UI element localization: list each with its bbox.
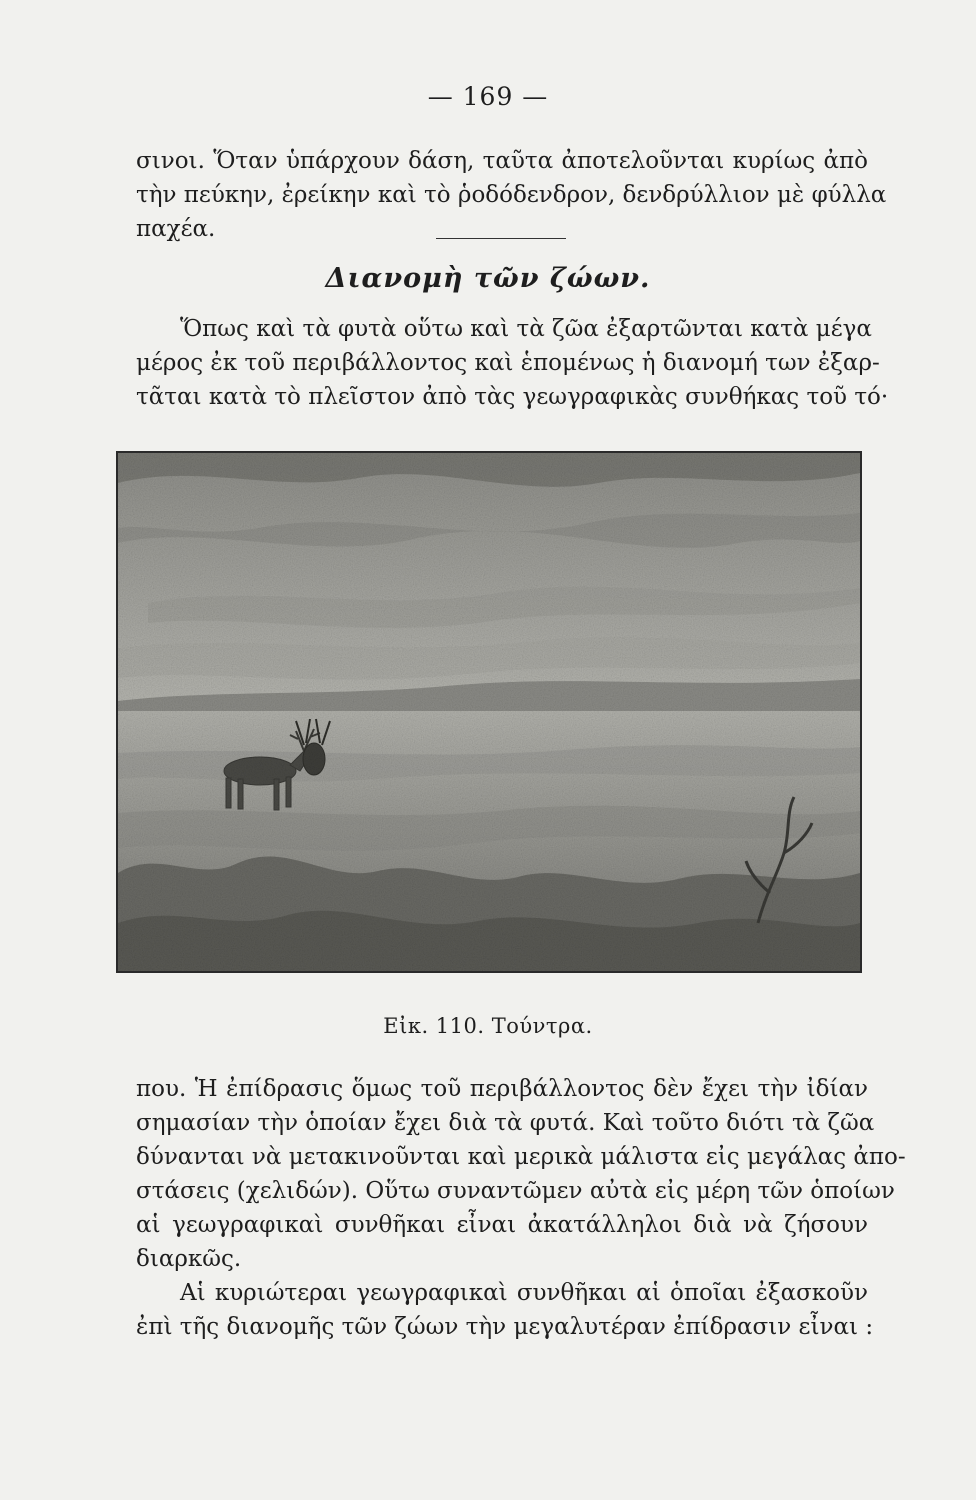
top-paragraph bbox=[136, 144, 887, 246]
text-line: σημασίαν τὴν ὁποίαν ἔχει διὰ τὰ φυτά. Καὶ τοῦτο διότι τὰ ζῶα bbox=[136, 1110, 875, 1136]
text-line: Ὅπως καὶ τὰ φυτὰ οὕτω καὶ τὰ ζῶα ἐξαρτῶνται κατὰ μέγα bbox=[180, 316, 872, 342]
continuation-paragraph bbox=[136, 1072, 906, 1276]
text-line: στάσεις (χελιδών). Οὕτω συναντῶμεν αὐτὰ εἰς μέρη τῶν ὁποίων bbox=[136, 1178, 895, 1204]
text-line: διαρκῶς. bbox=[136, 1246, 242, 1272]
text-line: τᾶται κατὰ τὸ πλεῖστον ἀπὸ τὰς γεωγραφικὰς συνθήκας τοῦ τό· bbox=[136, 384, 889, 410]
figure-caption: Εἰκ. 110. Τούντρα. bbox=[383, 1014, 593, 1038]
intro-paragraph bbox=[136, 312, 889, 414]
text-line: σινοι. Ὅταν ὑπάρχουν δάση, ταῦτα ἀποτελοῦνται κυρίως ἀπὸ bbox=[136, 148, 868, 174]
text-line: τὴν πεύκην, ἐρείκην καὶ τὸ ῥοδόδενδρον, δενδρύλλιον μὲ φύλλα bbox=[136, 182, 887, 208]
text-line: δύνανται νὰ μετακινοῦνται καὶ μερικὰ μάλιστα εἰς μεγάλας ἀπο- bbox=[136, 1144, 906, 1170]
section-heading: Διανομὴ τῶν ζώων. bbox=[325, 263, 651, 294]
tundra-photograph bbox=[116, 451, 862, 973]
final-paragraph bbox=[136, 1276, 874, 1344]
tundra-landscape-image bbox=[118, 453, 860, 971]
page-number: — 169 — bbox=[427, 82, 549, 111]
text-line: Αἱ κυριώτεραι γεωγραφικαὶ συνθῆκαι αἱ ὁποῖαι ἐξασκοῦν bbox=[180, 1280, 868, 1306]
text-line: αἱ γεωγραφικαὶ συνθῆκαι εἶναι ἀκατάλληλοι διὰ νὰ ζήσουν bbox=[136, 1212, 868, 1238]
text-line: που. Ἡ ἐπίδρασις ὅμως τοῦ περιβάλλοντος δὲν ἔχει τὴν ἰδίαν bbox=[136, 1076, 868, 1102]
text-line: μέρος ἐκ τοῦ περιβάλλοντος καὶ ἑπομένως ἡ διανομή των ἐξαρ- bbox=[136, 350, 880, 376]
text-line: ἐπὶ τῆς διανομῆς τῶν ζώων τὴν μεγαλυτέραν ἐπίδρασιν εἶναι : bbox=[136, 1314, 874, 1340]
text-line: παχέα. bbox=[136, 216, 216, 242]
section-divider bbox=[436, 238, 566, 239]
